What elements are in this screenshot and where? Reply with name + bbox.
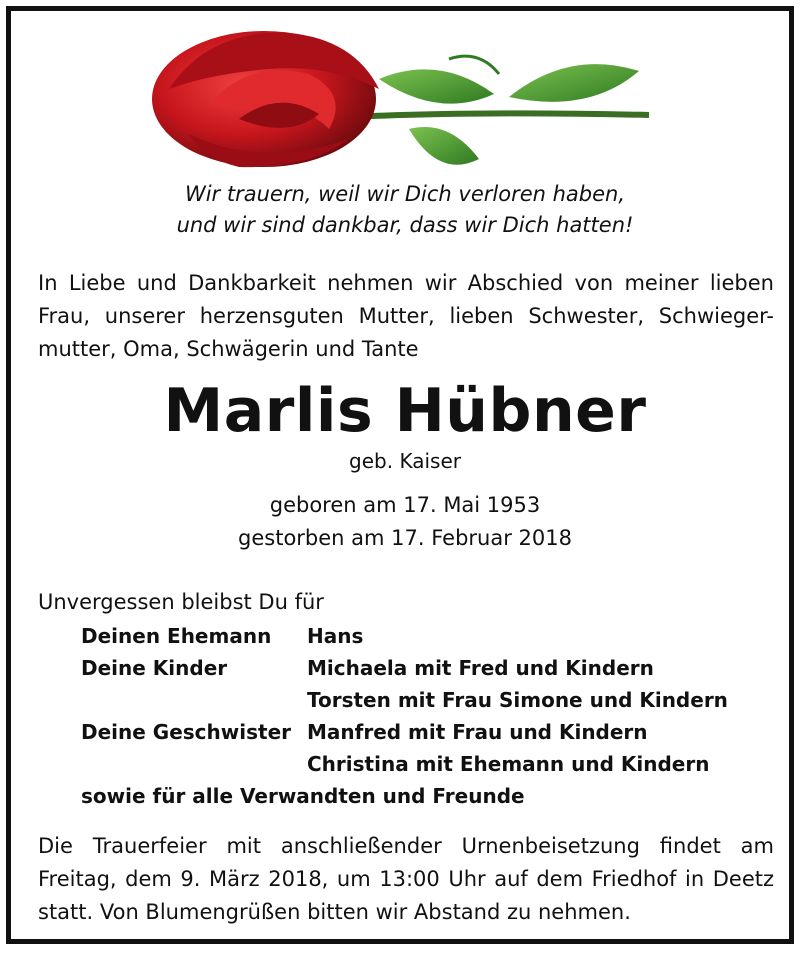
family-relation: Deinen Ehemann [81,624,272,648]
life-dates [11,489,799,555]
maiden-name: geb. Kaiser [349,449,461,473]
family-row [81,620,728,652]
relatives-line: sowie für alle Verwandten und Freunde [81,784,525,808]
deceased-name: Marlis Hübner [163,376,647,446]
family-member: Torsten mit Frau Simone und Kindern [307,688,728,712]
motto-line-1: Wir trauern, weil wir Dich verloren haben, [184,182,626,206]
obituary-card [6,6,794,944]
motto-line-2: und wir sind dankbar, dass wir Dich hatten! [176,213,634,237]
family-row [81,652,728,716]
family-member: Michaela mit Fred und Kindern [307,656,654,680]
memorial-motto [11,179,799,241]
family-member: Hans [307,624,364,648]
family-member: Manfred mit Frau und Kindern [307,720,648,744]
family-list [81,620,728,812]
family-relation: Deine Kinder [81,656,228,680]
birth-date: geboren am 17. Mai 1953 [269,493,541,517]
intro-text: In Liebe und Dankbarkeit nehmen wir Abschied von meiner lieben Frau, unserer herzensguten Mutter, lieben Schwester, Schwieger-mutter, Oma, Schwägerin und Tante [38,271,774,361]
funeral-notice: Die Trauerfeier mit anschließender Urnenbeisetzung findet am Freitag, dem 9. März 2018, um 13:00 Uhr auf dem Friedhof in Deetz statt. Von Blumengrüßen bitten wir Abstand zu nehmen. [38,834,774,924]
remembrance-heading: Unvergessen bleibst Du für [38,590,324,614]
family-row [81,716,728,780]
red-rose-icon [149,19,669,189]
death-date: gestorben am 17. Februar 2018 [238,526,572,550]
family-relation: Deine Geschwister [81,720,291,744]
family-member: Christina mit Ehemann und Kindern [307,752,710,776]
